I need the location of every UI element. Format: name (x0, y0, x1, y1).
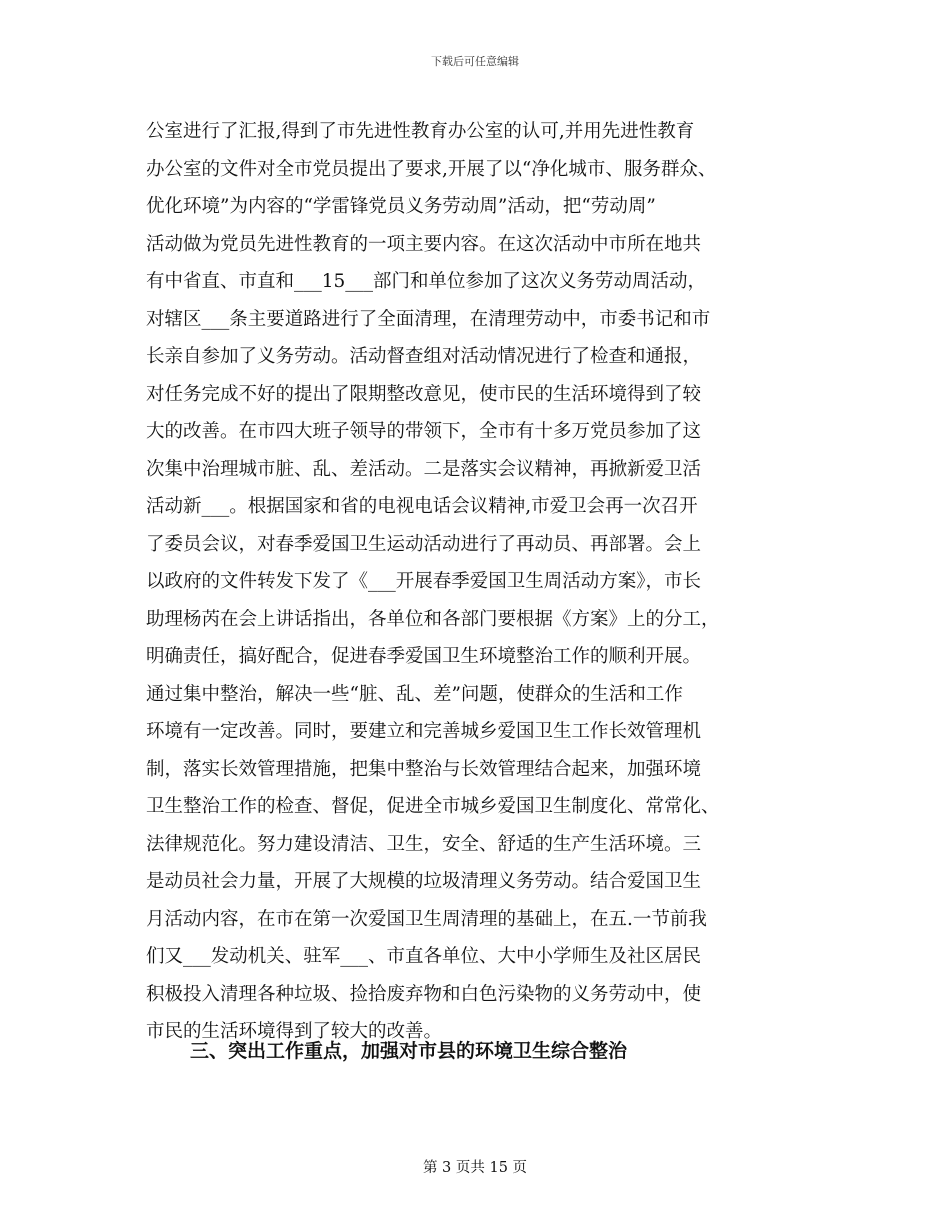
text-line: 环境有一定改善。同时，要建立和完善城乡爱国卫生工作长效管理机 (146, 721, 702, 742)
text-line: 对辖区___条主要道路进行了全面清理，在清理劳动中，市委书记和市 (146, 308, 711, 330)
text-line: 们又___发动机关、驻军___、市直各单位、大中小学师生及社区居民 (146, 946, 702, 967)
text-line: 卫生整治工作的检查、督促，促进全市城乡爱国卫生制度化、常常化、 (146, 796, 720, 817)
text-line: 活动新___。根据国家和省的电视电话会议精神,市爱卫会再一次召开 (146, 496, 698, 517)
text-line: 活动做为党员先进性教育的一项主要内容。在这次活动中市所在地共 (146, 233, 702, 255)
text-line: 有中省直、市直和___15___部门和单位参加了这次义务劳动周活动， (146, 271, 707, 292)
text-line: 月活动内容，在市在第一次爱国卫生周清理的基础上，在五.一节前我 (146, 908, 707, 930)
text-line: 通过集中整治，解决一些“脏、乱、差”问题，使群众的生活和工作 (146, 683, 683, 705)
text-line: 了委员会议，对春季爱国卫生运动活动进行了再动员、再部署。会上 (146, 533, 702, 555)
text-line: 助理杨芮在会上讲话指出，各单位和各部门要根据《方案》上的分工， (146, 608, 720, 630)
text-line: 是动员社会力量，开展了大规模的垃圾清理义务劳动。结合爱国卫生 (146, 871, 702, 892)
section-heading: 三、突出工作重点，加强对市县的环境卫生综合整治 (190, 1040, 628, 1062)
text-line: 办公室的文件对全市党员提出了要求,开展了以“净化城市、服务群众、 (146, 158, 717, 180)
text-line: 长亲自参加了义务劳动。活动督查组对活动情况进行了检查和通报， (146, 346, 702, 367)
text-line: 次集中治理城市脏、乱、差活动。二是落实会议精神，再掀新爱卫活 (146, 458, 702, 480)
text-line: 公室进行了汇报,得到了市先进性教育办公室的认可,并用先进性教育 (146, 121, 695, 142)
page-footer: 第 3 页共 15 页 (422, 1160, 528, 1176)
text-line: 市民的生活环境得到了较大的改善。 (146, 1021, 443, 1042)
text-line: 积极投入清理各种垃圾、捡拾废弃物和白色污染物的义务劳动中，使 (146, 983, 702, 1005)
text-line: 以政府的文件转发下发了《___开展春季爱国卫生周活动方案》，市长 (146, 571, 702, 592)
text-line: 优化环境”为内容的“学雷锋党员义务劳动周”活动，把“劳动周” (146, 196, 656, 217)
text-line: 法律规范化。努力建设清洁、卫生，安全、舒适的生产生活环境。三 (146, 833, 702, 855)
body-text (146, 113, 816, 1051)
text-line: 大的改善。在市四大班子领导的带领下，全市有十多万党员参加了这 (146, 421, 702, 442)
text-line: 制，落实长效管理措施，把集中整治与长效管理结合起来，加强环境 (146, 758, 702, 780)
text-line: 明确责任，搞好配合，促进春季爱国卫生环境整治工作的顺利开展。 (146, 646, 702, 667)
text-line: 对任务完成不好的提出了限期整改意见，使市民的生活环境得到了较 (146, 383, 702, 405)
page-header: 下载后可任意编辑 (431, 55, 519, 68)
